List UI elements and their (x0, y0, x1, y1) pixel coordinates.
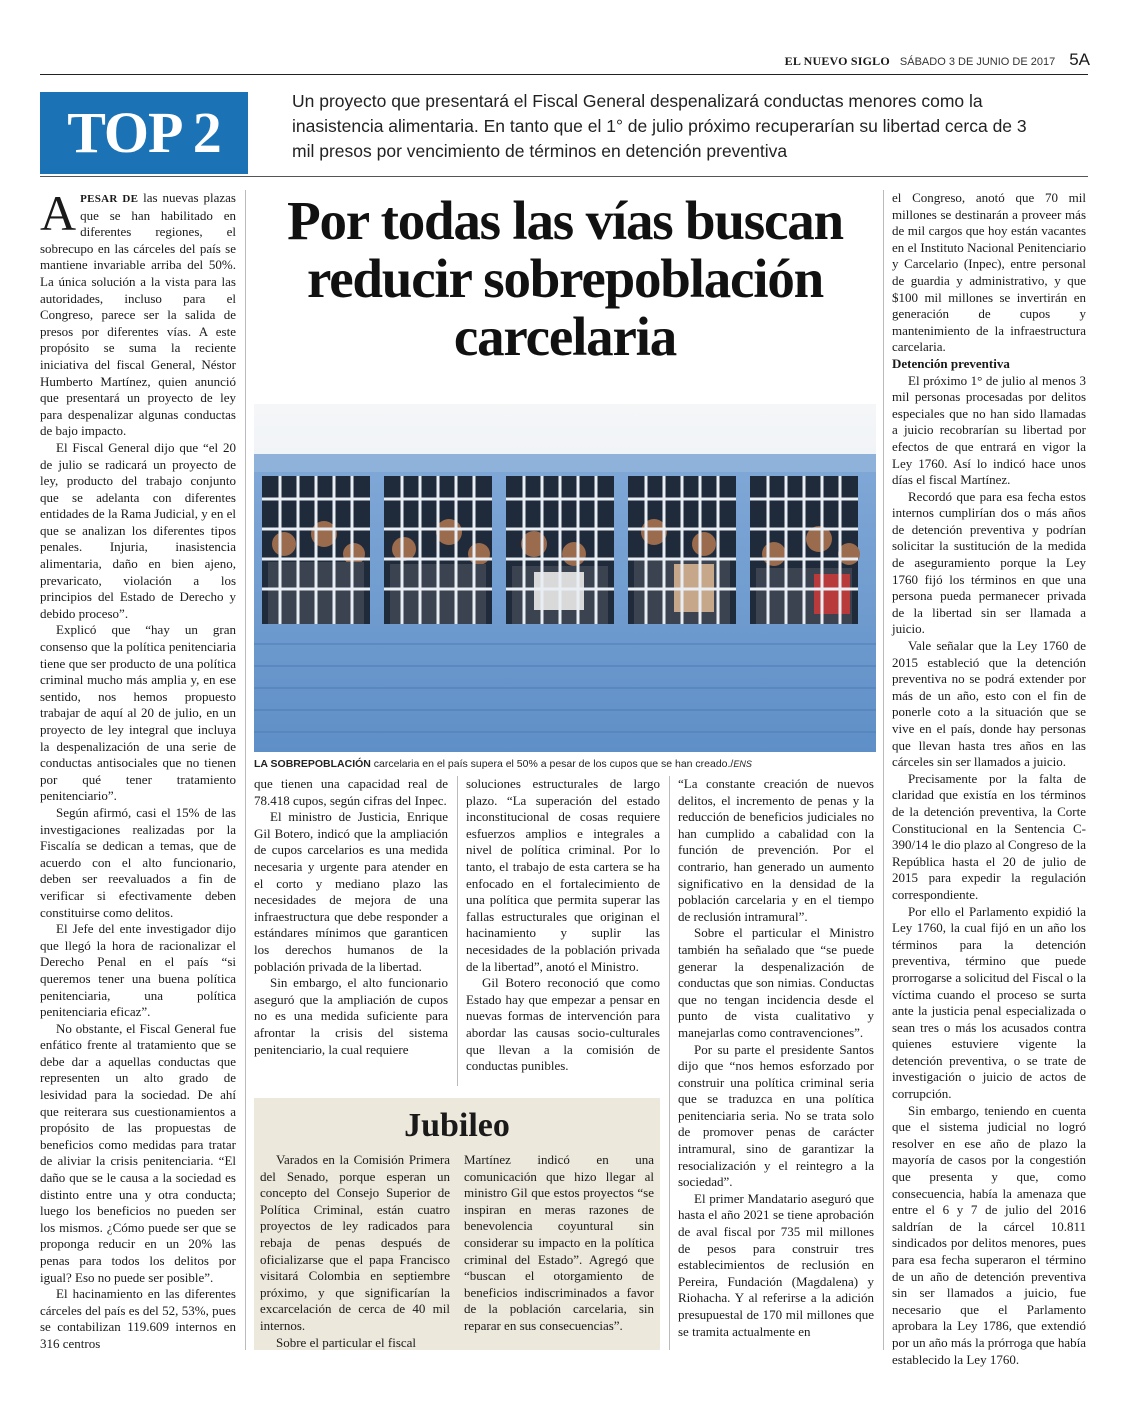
column-divider (669, 776, 670, 1350)
publication-name: EL NUEVO SIGLO (784, 54, 890, 68)
paragraph: El primer Mandatario aseguró que hasta el año 2021 se tiene aprobación de aval fiscal por 735 mil millones de pesos para construir tres establecimientos de reclusión en Pereira, Fundación (Magdalena) y Riohacha. Y al referirse a la adición presupuestal de 170 mil millones que se tramita actualmente en (678, 1190, 874, 1339)
paragraph: que tienen una capacidad real de 78.418 cupos, según cifras del Inpec. (254, 776, 448, 808)
subheading: Detención preventiva (892, 355, 1010, 371)
paragraph (40, 185, 236, 440)
paragraph: Recordó que para esa fecha estos internos cumplirían dos o más años de detención preventiva y podrían solicitar la sustitución de la medida de aseguramiento porque la Ley 1760 fijó los términos en que una persona pueda permanecer privada de la libertad sin ser llamada a juicio. (892, 488, 1086, 637)
photo-credit: ENS (733, 759, 752, 769)
photo-caption (254, 758, 876, 770)
paragraph: Por ello el Parlamento expidió la Ley 1760, la cual fijó en un año los términos para la detención preventiva, término que puede prorrogarse a solicitud del Fiscal o la víctima cuando el proceso se surta ante la justicia penal especializada o sean tres o más los acusados contra quienes estuviere vigente la detención preventiva, o se trate de investigación o juicio de actos de corrupción. (892, 903, 1086, 1102)
paragraph: Sin embargo, el alto funcionario aseguró que la ampliación de cupos no es una medida suficiente para afrontar la crisis del sistema penitenciario, la cual requiere (254, 975, 448, 1057)
caption-text: carcelaria en el país supera el 50% a pesar de los cupos que se han creado./ (370, 758, 734, 770)
article-column-4 (678, 776, 874, 1350)
headline: Por todas las vías buscan reducir sobrepoblación carcelaria (287, 190, 843, 367)
article-column-5 (892, 190, 1086, 1367)
article-column-2 (254, 776, 448, 1086)
prison-photo (254, 404, 876, 752)
paragraph: Sobre el particular el Ministro también ha señalado que “se puede generar la despenalización de conductas que son nimias. Conductas que no tengan incidencia desde el punto de vista cualitativo y manejarlas como contravenciones”. (678, 925, 874, 1040)
paragraph: Explicó que “hay un gran consenso que la política penitenciaria tiene que ser producto de una política criminal mucho más amplia y, en ese sentido, nos hemos propuesto trabajar de aquí al 20 de julio, en un proyecto de ley integral que incluya la despenalización de una serie de conductas antisociales que no tienen por qué tener tratamiento penitenciario”. (40, 622, 236, 804)
sidebar-column-a (260, 1152, 450, 1348)
paragraph: Martínez indicó en una comunicación que hizo llegar al ministro Gil que estos proyectos “se inspiran en meras razones de benevolencia coyuntural sin considerar su impacto en la política criminal del Estado”. Agregó que “buscan el otorgamiento de beneficios indiscriminados a favor de la población carcelaria, sin reparar en sus consecuencias”. (464, 1152, 654, 1333)
paragraph: soluciones estructurales de largo plazo. “La superación del estado inconstitucional de cosas requiere esfuerzos amplios e integrales a nivel de política criminal. Por lo tanto, el trabajo de esta cartera se ha enfocado en el fortalecimiento de una política que permita superar las fallas estructurales que originan el hacinamiento y suplir las necesidades de la población privada de la libertad”, anotó el Ministro. (466, 776, 660, 974)
issue-date: SÁBADO 3 DE JUNIO DE 2017 (899, 56, 1056, 68)
masthead-rule (40, 74, 1088, 75)
column-divider (883, 190, 884, 1350)
article-deck: Un proyecto que presentará el Fiscal General despenalizará conductas menores como la inasistencia alimentaria. En tanto que el 1° de julio próximo recuperarían su libertad cerca de 3 mil presos por vencimiento de términos en detención preventiva (292, 91, 1027, 161)
paragraph: El Jefe del ente investigador dijo que llegó la hora de racionalizar el Derecho Penal en el país “si queremos tener una buena política penitenciaria, una política penitenciaria eficaz”. (40, 921, 236, 1020)
paragraph: Vale señalar que la Ley 1760 de 2015 estableció que la detención preventiva no se podrá extender por más de un año, esto con el fin de ponerle coto a la situación que se vive en el país, donde hay personas que llevan hasta tres años en las cárceles sin ser llamados a juicio. (892, 638, 1086, 770)
sidebar-column-b (464, 1152, 654, 1348)
paragraph-text: las nuevas plazas que se han habilitado en diferentes regiones, el sobrecupo en las cárceles del país se mantiene invariable arriba del 50%. La única solución a la vista para las autoridades, incluso para el Congreso, parece ser la salida de presos por diferentes vías. A este propósito se suma la reciente iniciativa del fiscal General, Néstor Humberto Martínez, quien anunció que presentará un proyecto de ley para despenalizar algunas conductas de bajo impacto. (40, 190, 236, 439)
drop-cap: A (40, 185, 77, 241)
paragraph: Por su parte el presidente Santos dijo que “nos hemos esforzado por construir una política criminal seria que se traduzca en una política penitenciaria seria. No se trata solo de promover penas de carácter intramural, sino de garantizar la resocialización y el reintegro a la sociedad”. (678, 1041, 874, 1190)
column-divider (245, 190, 246, 1350)
paragraph: Varados en la Comisión Primera del Senado, porque esperan un concepto del Consejo Superior de Política Criminal, están cuatro proyectos de ley radicados para rebaja de penas después de oficializarse que el papa Francisco visitará Colombia en septiembre próximo, y que significarían la excarcelación de cerca de 40 mil internos. (260, 1152, 450, 1333)
paragraph: El ministro de Justicia, Enrique Gil Botero, indicó que la ampliación de cupos carcelarios es una medida necesaria y urgente para atender en el corto y mediano plazo las necesidades de mejora de una infraestructura que debe responder a estándares mínimos que garanticen los derechos humanos de la población privada de la libertad. (254, 809, 448, 974)
paragraph: El próximo 1° de julio al menos 3 mil personas procesadas por delitos especiales que no han sido llamadas a juicio recobrarían su libertad por efectos de que entrará en vigor la Ley 1760. Así lo indicó hace unos días el fiscal Martínez. (892, 372, 1086, 488)
paragraph: Sobre el particular el fiscal (276, 1334, 417, 1350)
masthead (0, 50, 1090, 72)
section-tag: TOP 2 (40, 92, 248, 174)
caption-lead: LA SOBREPOBLACIÓN (254, 758, 371, 770)
paragraph: No obstante, el Fiscal General fue enfático frente al tratamiento que se debe dar a aquellas conductas que representen un alto grado de lesividad para la sociedad. De ahí que reiterara sus cuestionamientos a propósito de las propuestas de beneficios como medidas para tratar de aliviar la crisis penitenciaria. “El daño que se le causa a la sociedad es distinto entre una y otra conducta; luego los beneficios no pueden ser los mismos. ¿Cómo puede ser que se proponga reducir en un 20% las penas para todos los delitos por igual? Eso no puede ser posible”. (40, 1020, 236, 1285)
lead-in: PESAR DE (80, 193, 139, 205)
paragraph: “La constante creación de nuevos delitos, el incremento de penas y la reducción de beneficios judiciales no han cumplido a cabalidad con la función de prevención. Por el contrario, han generado un aumento significativo en la densidad de la población carcelaria y en el tiempo de reclusión intramural”. (678, 776, 874, 924)
paragraph: El Fiscal General dijo que “el 20 de julio se radicará un proyecto de ley, producto del trabajo conjunto que se adelanta con diferentes entidades de la Rama Judicial, y en el que se analizan los diferentes tipos penales. Injuria, inasistencia alimentaria, daño en bien ajeno, prevaricato, violación a los principios del Estado de Derecho y debido proceso”. (40, 439, 236, 621)
page-number: 5A (1069, 50, 1090, 69)
deck-rule (40, 176, 1088, 177)
paragraph: El hacinamiento en las diferentes cárceles del país es del 52, 53%, pues se contabilizan 119.609 internos en 316 centros (40, 1286, 236, 1351)
paragraph: Sin embargo, teniendo en cuenta que el sistema judicial no logró resolver en ese año de plazo la mayoría de casos por la congestión que presenta y que, como consecuencia, había la amenaza que entre el 6 y 7 de julio del 2016 saldrían de la cárcel 10.811 sindicados por delitos menores, pues para esa fecha superaron el término de un año de detención preventiva sin ser llamados a juicio, fue necesario que el Parlamento aprobara la Ley 1786, que extendió por un año más la prórroga que había establecido la Ley 1760. (892, 1102, 1086, 1367)
article-column-1 (40, 185, 236, 1351)
column-divider (457, 776, 458, 1086)
paragraph: el Congreso, anotó que 70 mil millones se destinarán a proveer más de mil cargos que hoy están vacantes en el Instituto Nacional Penitenciario y Carcelario (Inpec), entre personal de guardia y administrativo, y que $100 mil millones se invertirán en generación de cupos y mantenimiento de la infraestructura carcelaria. (892, 190, 1086, 355)
paragraph: Gil Botero reconoció que como Estado hay que empezar a pensar en nuevas formas de intervención para abordar las causas socio-culturales que llevan a la comisión de conductas punibles. (466, 975, 660, 1074)
paragraph: Precisamente por la falta de claridad que existía en los términos de la detención preventiva, la Corte Constitucional en la Sentencia C-390/14 le dio plazo al Congreso de la República hasta el 20 de julio de 2015 para expedir la regulación correspondiente. (892, 770, 1086, 902)
sidebar-title: Jubileo (404, 1107, 510, 1144)
article-column-3 (466, 776, 660, 1086)
paragraph: Según afirmó, casi el 15% de las investigaciones realizadas por la Fiscalía se dedican a temas, que de acuerdo con el alto funcionario, deben ser reevaluados a fin de verificar si efectivamente deben constituirse como delitos. (40, 804, 236, 920)
